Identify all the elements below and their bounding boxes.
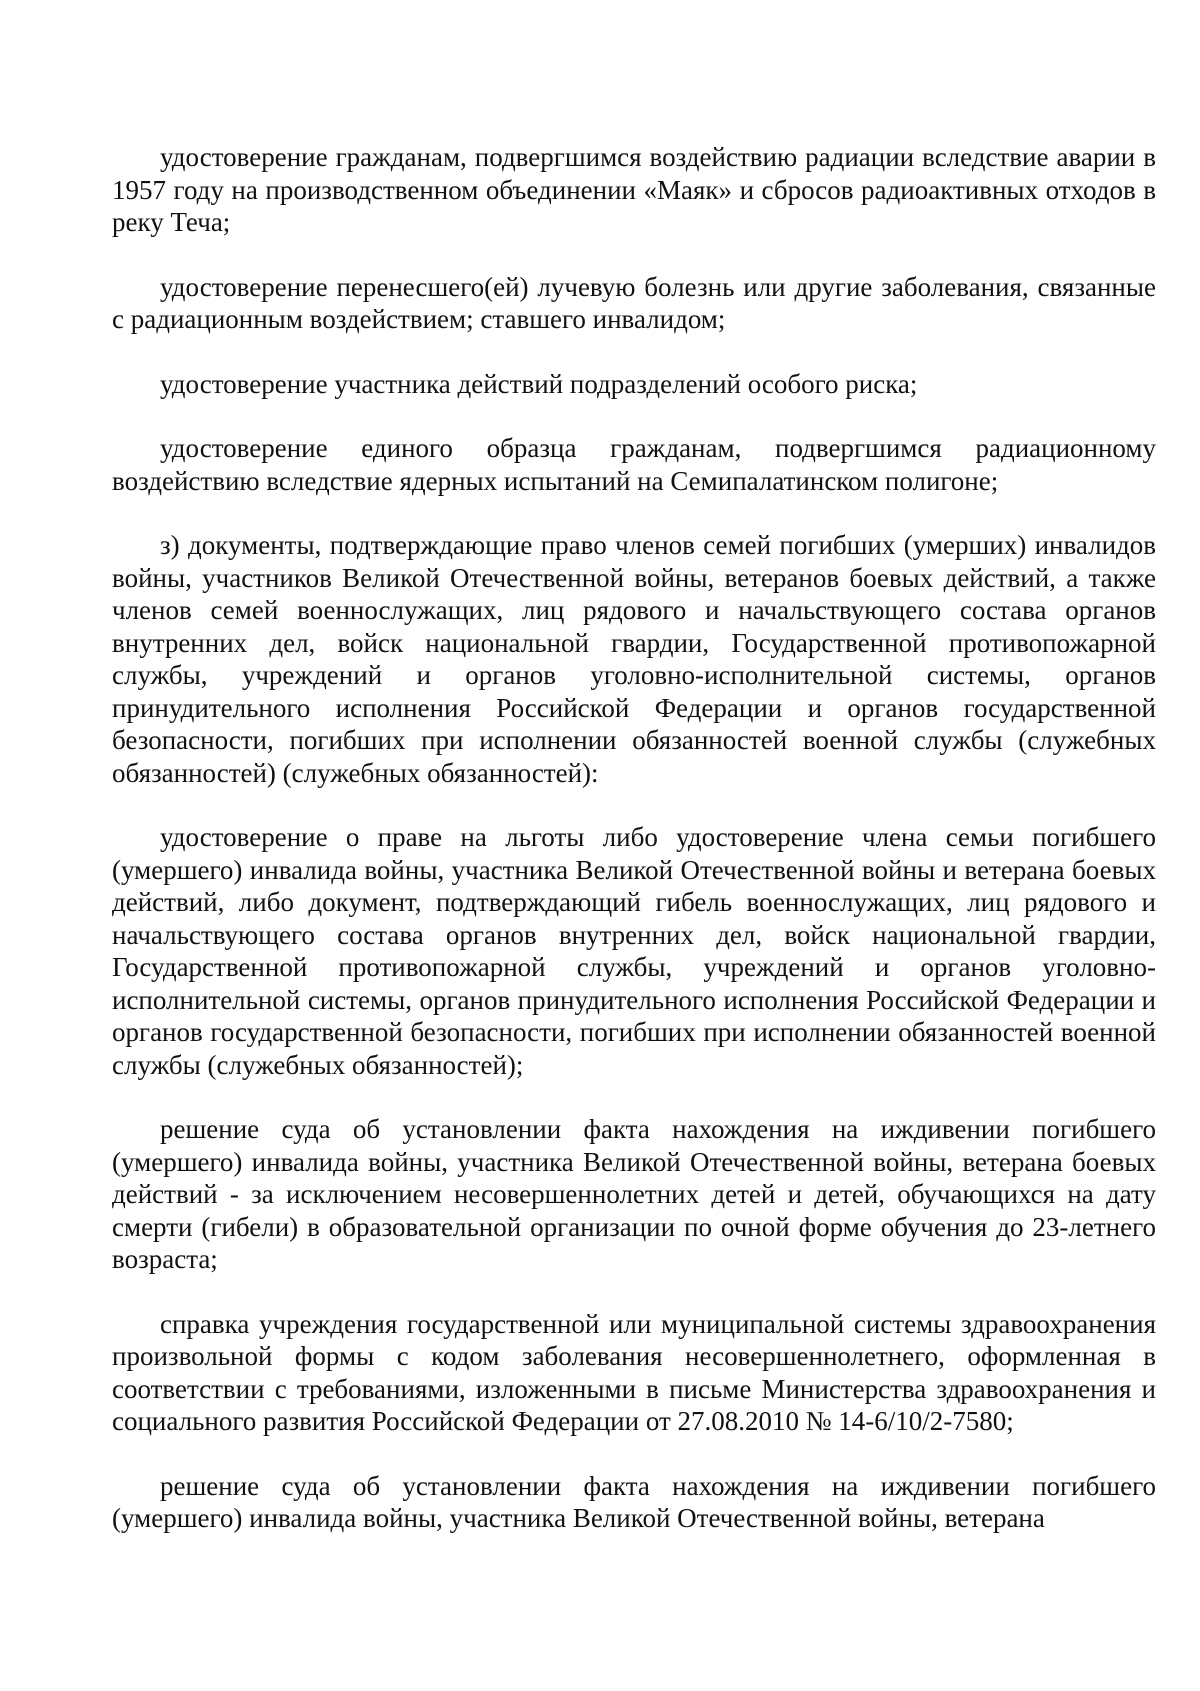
paragraph-radiation-sickness-certificate: удостоверение перенесшего(ей) лучевую болезнь или другие заболевания, связанные с радиационным воздействием; ставшего инвалидом;	[112, 271, 1156, 334]
paragraph-medical-certificate: справка учреждения государственной или муниципальной системы здравоохранения произвольной формы с кодом заболевания несовершеннолетнего, оформленная в соответствии с требованиями, изложенными в письме Министерства здравоохранения и социального развития Российской Федерации от 27.08.2010 № 14-6/10/2-7580;	[112, 1308, 1156, 1436]
paragraph-mayak-certificate: удостоверение гражданам, подвергшимся воздействию радиации вследствие аварии в 1957 году на производственном объединении «Маяк» и сбросов радиоактивных отходов в реку Теча;	[112, 142, 1156, 237]
paragraph-semipalatinsk-certificate: удостоверение единого образца гражданам, подвергшимся радиационному воздействию вследствие ядерных испытаний на Семипалатинском полигоне;	[112, 433, 1156, 496]
paragraph-court-decision-continued: решение суда об установлении факта нахождения на иждивении погибшего (умершего) инвалида войны, участника Великой Отечественной войны, ветерана	[112, 1470, 1156, 1533]
paragraph-special-risk-certificate: удостоверение участника действий подразделений особого риска;	[160, 368, 918, 399]
paragraph-item-z: з) документы, подтверждающие право членов семей погибших (умерших) инвалидов войны, участников Великой Отечественной войны, ветеранов боевых действий, а также членов семей военнослужащих, лиц рядового и начальствующего состава органов внутренних дел, войск национальной гвардии, Государственной противопожарной службы, учреждений и органов уголовно-исполнительной системы, органов принудительного исполнения Российской Федерации и органов государственной безопасности, погибших при исполнении обязанностей военной службы (служебных обязанностей) (служебных обязанностей):	[112, 530, 1156, 788]
paragraph-benefits-certificate: удостоверение о праве на льготы либо удостоверение члена семьи погибшего (умершего) инвалида войны, участника Великой Отечественной войны и ветерана боевых действий, либо документ, подтверждающий гибель военнослужащих, лиц рядового и начальствующего состава органов внутренних дел, войск национальной гвардии, Государственной противопожарной службы, учреждений и органов уголовно-исполнительной системы, органов принудительного исполнения Российской Федерации и органов государственной безопасности, погибших при исполнении обязанностей военной службы (служебных обязанностей);	[112, 822, 1156, 1080]
document-body	[112, 141, 1156, 1535]
paragraph-court-decision: решение суда об установлении факта нахождения на иждивении погибшего (умершего) инвалида войны, участника Великой Отечественной войны, ветерана боевых действий - за исключением несовершеннолетних детей и детей, обучающихся на дату смерти (гибели) в образовательной организации по очной форме обучения до 23-летнего возраста;	[112, 1114, 1156, 1274]
